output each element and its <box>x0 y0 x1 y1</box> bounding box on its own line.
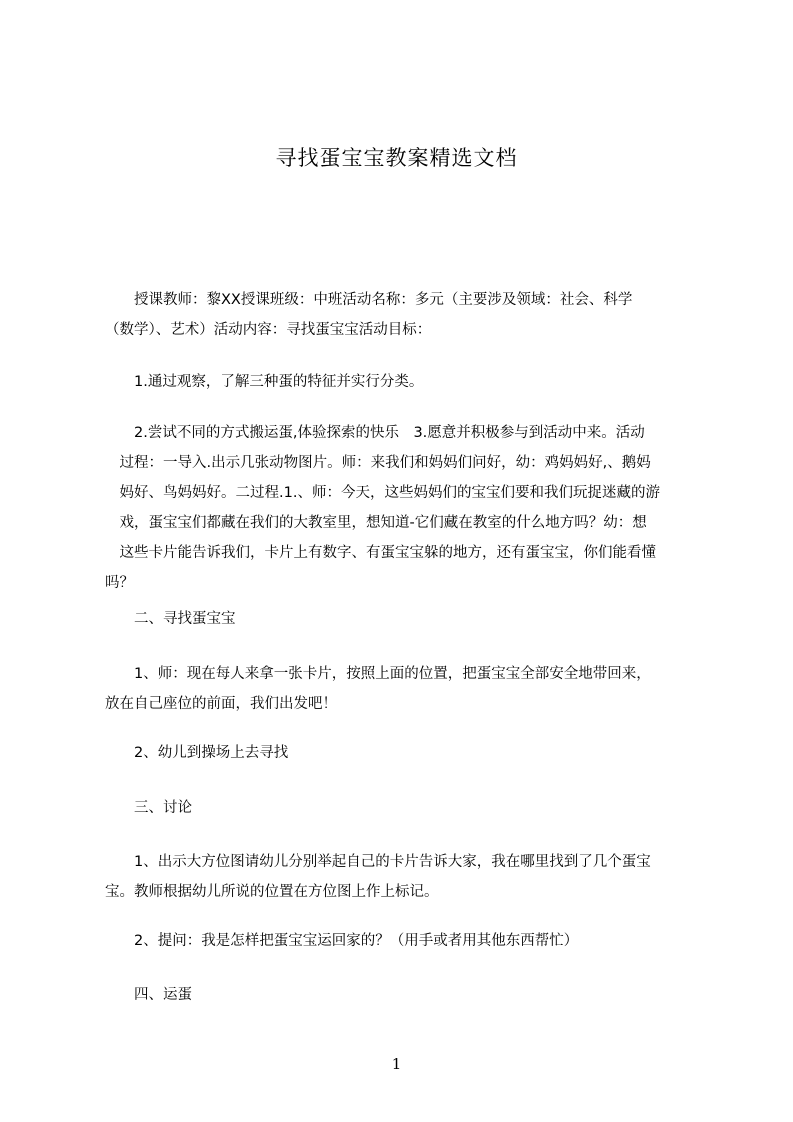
text-line: 四、运蛋 <box>105 987 192 1003</box>
text-line: 2、提问：我是怎样把蛋宝宝运回家的？（用手或者用其他东西帮忙） <box>105 933 579 949</box>
text-line: 三、讨论 <box>105 800 192 816</box>
paragraph-step-3-2 <box>105 926 701 956</box>
text-line: 戏，蛋宝宝们都藏在我们的大教室里，想知道-它们藏在教室的什么地方吗？幼：想 <box>105 515 647 531</box>
paragraph-goal-1 <box>105 367 701 397</box>
paragraph-step-2-1 <box>105 659 701 719</box>
paragraph-goal-2-process <box>105 418 701 598</box>
text-line: 吗？ <box>105 575 134 591</box>
paragraph-step-3-1 <box>105 847 701 907</box>
page-number: 1 <box>391 1055 402 1073</box>
text-line: 这些卡片能告诉我们，卡片上有数字、有蛋宝宝躲的地方，还有蛋宝宝，你们能看懂 <box>105 545 656 561</box>
section-heading-2 <box>105 604 701 634</box>
paragraph-step-2-2 <box>105 738 701 768</box>
text-line: 二、寻找蛋宝宝 <box>105 611 236 627</box>
text-line: 1、师：现在每人来拿一张卡片，按照上面的位置，把蛋宝宝全部安全地带回来， <box>105 666 651 682</box>
text-line: 1、出示大方位图请幼儿分别举起自己的卡片告诉大家，我在哪里找到了几个蛋宝 <box>105 854 651 870</box>
text-line: 过程：一导入.出示几张动物图片。师：来我们和妈妈们问好，幼：鸡妈妈好,、鹅妈 <box>105 455 651 471</box>
text-line: 2、幼儿到操场上去寻找 <box>105 745 289 761</box>
text-line: 宝。教师根据幼儿所说的位置在方位图上作上标记。 <box>105 884 439 900</box>
section-heading-3 <box>105 793 701 823</box>
section-heading-4 <box>105 980 701 1010</box>
paragraph-intro <box>105 285 701 345</box>
document-title: 寻找蛋宝宝教案精选文档 <box>275 146 518 170</box>
text-line: 放在自己座位的前面，我们出发吧！ <box>105 696 337 712</box>
text-line: 1.通过观察，了解三种蛋的特征并实行分类。 <box>105 374 424 390</box>
text-line: 授课教师：黎XX授课班级：中班活动名称：多元（主要涉及领域：社会、科学 <box>105 292 633 308</box>
text-line: （数学）、艺术）活动内容：寻找蛋宝宝活动目标： <box>105 322 432 338</box>
text-line: 2.尝试不同的方式搬运蛋,体验探索的快乐 3.愿意并积极参与到活动中来。活动 <box>105 425 645 441</box>
text-line: 妈好、鸟妈妈好。二过程.1.、师：今天，这些妈妈们的宝宝们要和我们玩捉迷藏的游 <box>105 485 660 501</box>
